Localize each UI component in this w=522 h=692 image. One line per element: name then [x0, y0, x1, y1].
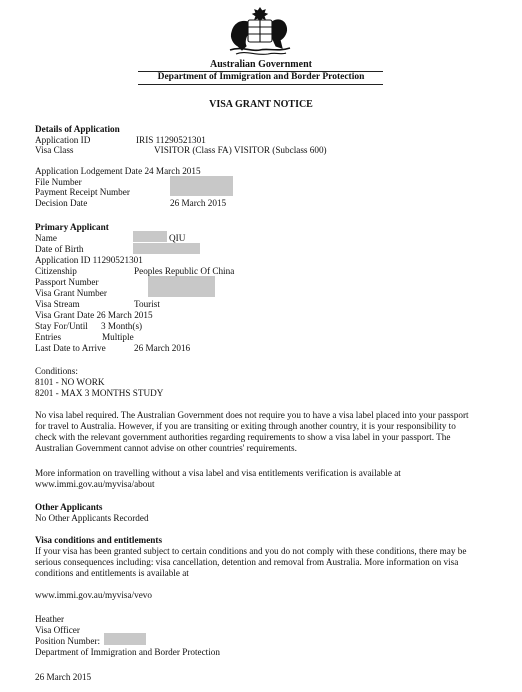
- decision-date-value: 26 March 2015: [170, 198, 227, 208]
- stream-value: Tourist: [134, 299, 160, 309]
- lodgement-date: Application Lodgement Date 24 March 2015: [35, 166, 201, 176]
- payment-receipt-label: Payment Receipt Number: [35, 187, 130, 197]
- signature-date: 26 March 2015: [35, 672, 92, 682]
- government-name: Australian Government: [210, 59, 312, 70]
- name-value: QIU: [169, 233, 186, 243]
- redacted-position-number: [104, 633, 146, 645]
- citizenship-value: Peoples Republic Of China: [134, 266, 235, 276]
- stream-label: Visa Stream: [35, 299, 80, 309]
- position-number-label: Position Number:: [35, 636, 101, 646]
- last-date-value: 26 March 2016: [134, 343, 191, 353]
- officer-role: Visa Officer: [35, 625, 80, 635]
- redacted-receipt-number: [170, 176, 233, 196]
- visa-conditions-heading: Visa conditions and entitlements: [35, 535, 163, 545]
- page-title: VISA GRANT NOTICE: [209, 99, 313, 110]
- visa-class-value: VISITOR (Class FA) VISITOR (Subclass 600): [154, 145, 327, 155]
- no-visa-label-paragraph: No visa label required. The Australian Government does not require you to have a visa label placed into your passport for travel to Australia. However, if you are transiting or exiting through another country, it is your responsibility to check with the relevant government authorities regarding requirements to show a visa label in your passport. The Australian Government cannot advise on other countries' requirements.: [35, 410, 469, 453]
- passport-label: Passport Number: [35, 277, 99, 287]
- condition-item: 8101 - NO WORK: [35, 377, 105, 387]
- officer-name: Heather: [35, 614, 65, 624]
- redacted-passport-grant: [148, 276, 215, 297]
- application-id-value: IRIS 11290521301: [136, 135, 206, 145]
- signature-department: Department of Immigration and Border Protection: [35, 647, 220, 657]
- dob-label: Date of Birth: [35, 244, 84, 254]
- other-heading: Other Applicants: [35, 502, 103, 512]
- citizenship-label: Citizenship: [35, 266, 77, 276]
- redacted-dob: [133, 243, 200, 254]
- condition-item: 8201 - MAX 3 MONTHS STUDY: [35, 388, 164, 398]
- visa-class-label: Visa Class: [35, 145, 74, 155]
- entries-value: Multiple: [102, 332, 134, 342]
- stay-label: Stay For/Until: [35, 321, 88, 331]
- coat-of-arms-icon: [222, 6, 298, 58]
- decision-date-label: Decision Date: [35, 198, 88, 208]
- stay-value: 3 Month(s): [101, 321, 143, 331]
- file-number-label: File Number: [35, 177, 82, 187]
- visa-conditions-text: If your visa has been granted subject to certain conditions and you do not comply with these conditions, there may be serious consequences including: visa cancellation, detention and removal from Australia. More information on visa conditions and entitlements is available at: [35, 546, 467, 578]
- more-info-paragraph: More information on travelling without a visa label and visa entitlements verification is available at www.immi.gov.au/myvisa/about: [35, 468, 401, 489]
- department-name: Department of Immigration and Border Protection: [157, 72, 365, 82]
- header-rule-bottom: [138, 84, 383, 85]
- other-text: No Other Applicants Recorded: [35, 513, 149, 523]
- primary-heading: Primary Applicant: [35, 222, 109, 232]
- grant-date: Visa Grant Date 26 March 2015: [35, 310, 153, 320]
- name-label: Name: [35, 233, 57, 243]
- primary-application-id: Application ID 11290521301: [35, 255, 143, 265]
- details-heading: Details of Application: [35, 124, 120, 134]
- grant-number-label: Visa Grant Number: [35, 288, 107, 298]
- vevo-link[interactable]: www.immi.gov.au/myvisa/vevo: [35, 590, 152, 600]
- last-date-label: Last Date to Arrive: [35, 343, 106, 353]
- redacted-given-name: [133, 231, 167, 242]
- conditions-heading: Conditions:: [35, 366, 78, 376]
- application-id-label: Application ID: [35, 135, 91, 145]
- entries-label: Entries: [35, 332, 62, 342]
